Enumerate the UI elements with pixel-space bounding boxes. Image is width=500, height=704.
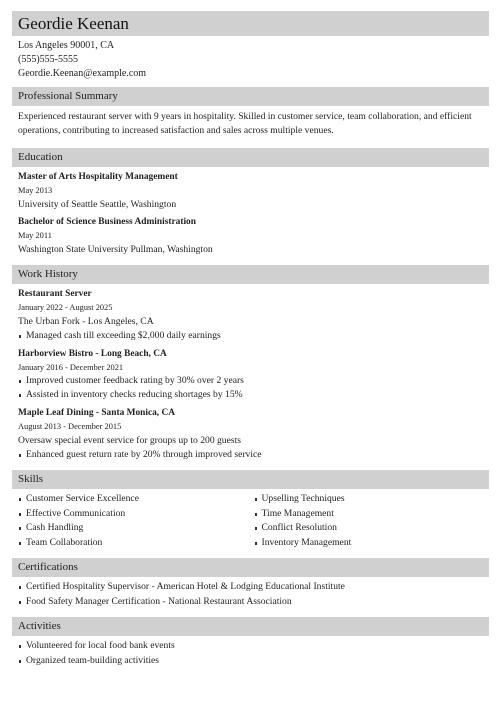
activities-list (12, 639, 489, 668)
job-bullets (18, 329, 489, 344)
work-history-list (12, 287, 489, 462)
list-item: Inventory Management (254, 536, 490, 551)
list-item: Team Collaboration (18, 536, 254, 551)
certifications-bullets (18, 580, 489, 609)
degree-title: Master of Arts Hospitality Management (18, 172, 178, 182)
section-header-education: Education (12, 148, 489, 167)
job-entry (18, 347, 489, 403)
education-item (18, 215, 489, 257)
list-item: Assisted in inventory checks reducing shortages by 15% (18, 388, 489, 403)
list-item: Certified Hospitality Supervisor - American Hotel & Lodging Educational Institute (18, 580, 489, 595)
job-dates: August 2013 - December 2015 (18, 421, 122, 431)
certifications-list (12, 580, 489, 609)
job-entry (18, 287, 489, 344)
list-item: Managed cash till exceeding $2,000 daily earnings (18, 329, 489, 344)
skills-column-left (18, 492, 254, 550)
list-item: Cash Handling (18, 521, 254, 536)
section-header-work-history: Work History (12, 265, 489, 284)
degree-title: Bachelor of Science Business Administration (18, 217, 196, 227)
list-item: Organized team-building activities (18, 654, 489, 669)
list-item: Improved customer feedback rating by 30% over 2 years (18, 374, 489, 389)
skills-list (12, 492, 489, 550)
list-item: Customer Service Excellence (18, 492, 254, 507)
job-company: Oversaw special event service for groups up to 200 guests (18, 434, 241, 446)
degree-date: May 2013 (18, 186, 53, 195)
job-bullets (18, 448, 489, 463)
job-heading: Maple Leaf Dining - Santa Monica, CA (18, 407, 176, 418)
education-list (12, 170, 489, 257)
resume-page (12, 11, 489, 668)
job-heading: Restaurant Server (18, 289, 92, 299)
contact-info (12, 39, 489, 81)
list-item: Food Safety Manager Certification - National Restaurant Association (18, 595, 489, 610)
list-item: Upselling Techniques (254, 492, 490, 507)
school-name: Washington State University Pullman, Washington (18, 244, 213, 255)
section-header-certifications: Certifications (12, 558, 489, 577)
contact-location: Los Angeles 90001, CA (18, 40, 115, 51)
list-item: Time Management (254, 507, 490, 522)
contact-phone: (555)555-5555 (18, 54, 78, 65)
section-header-summary: Professional Summary (12, 87, 489, 106)
job-dates: January 2016 - December 2021 (18, 362, 124, 372)
job-heading: Harborview Bistro - Long Beach, CA (18, 348, 167, 359)
candidate-name: Geordie Keenan (12, 11, 489, 36)
school-name: University of Seattle Seattle, Washington (18, 199, 177, 210)
contact-email: Geordie.Keenan@example.com (18, 68, 147, 79)
section-header-activities: Activities (12, 617, 489, 636)
list-item: Enhanced guest return rate by 20% through improved service (18, 448, 489, 463)
list-item: Volunteered for local food bank events (18, 639, 489, 654)
summary-text: Experienced restaurant server with 9 years in hospitality. Skilled in customer service, team collaboration, and efficient operations, contributing to increased satisfaction and sales across multiple venues. (18, 111, 472, 136)
job-dates: January 2022 - August 2025 (18, 303, 113, 312)
skills-column-right (254, 492, 490, 550)
job-bullets (18, 374, 489, 403)
education-item (18, 170, 489, 212)
list-item: Conflict Resolution (254, 521, 490, 536)
job-company: The Urban Fork - Los Angeles, CA (18, 316, 154, 327)
section-header-skills: Skills (12, 470, 489, 489)
activities-bullets (18, 639, 489, 668)
list-item: Effective Communication (18, 507, 254, 522)
degree-date: May 2011 (18, 231, 52, 240)
job-entry (18, 406, 489, 463)
